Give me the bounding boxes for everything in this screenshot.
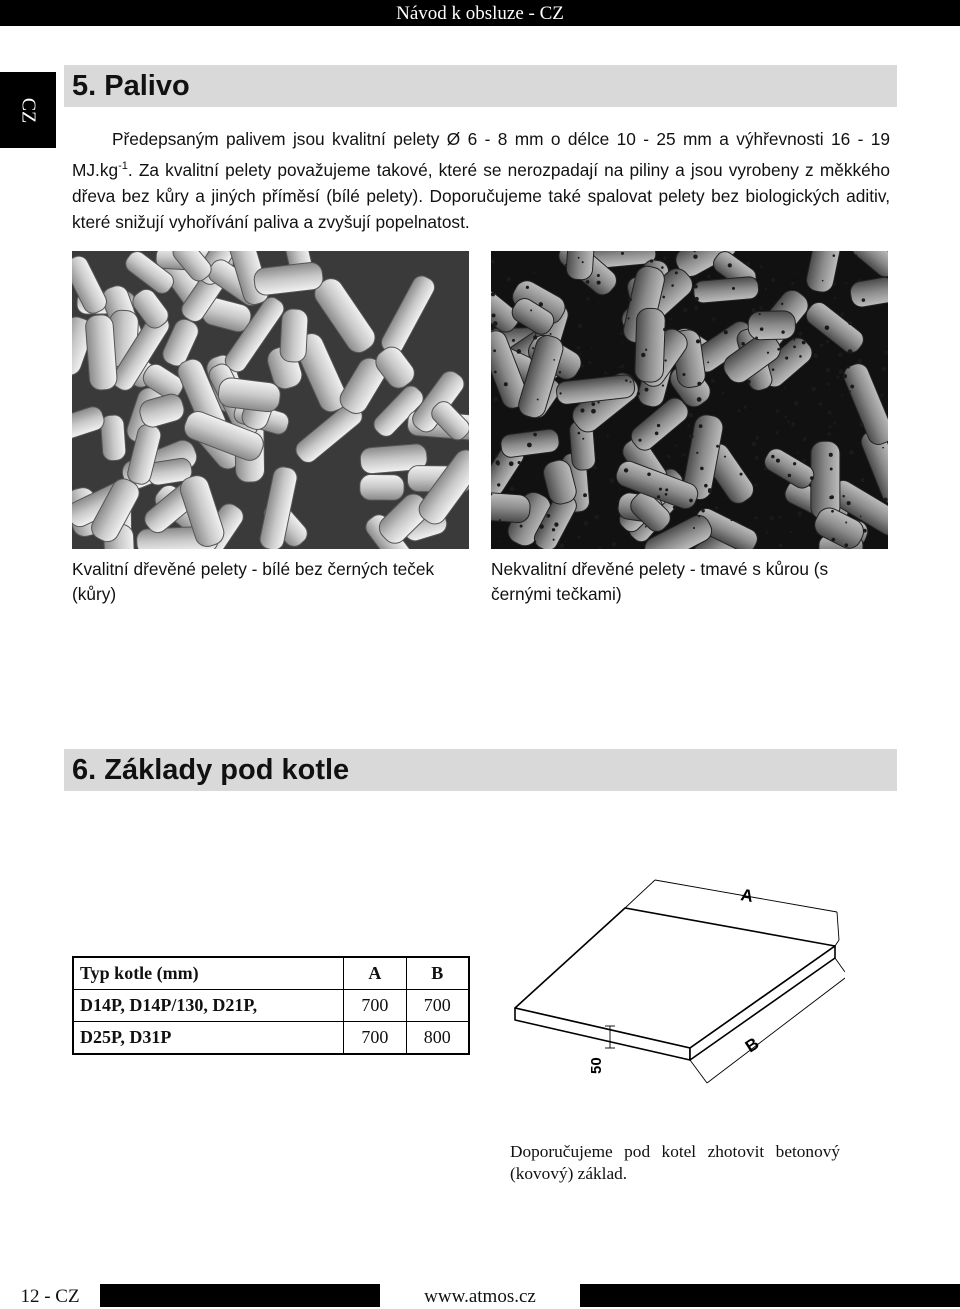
foundation-note: Doporučujeme pod kotel zhotovit betonový (kovový) základ. bbox=[510, 1142, 840, 1183]
header-title: Návod k obsluze - CZ bbox=[396, 3, 564, 24]
table-cell: D25P, D31P bbox=[73, 1022, 344, 1055]
table-cell: 700 bbox=[406, 990, 469, 1022]
table-cell: D14P, D14P/130, D21P, bbox=[73, 990, 344, 1022]
footer-url[interactable]: www.atmos.cz bbox=[380, 1284, 580, 1307]
fuel-paragraph bbox=[72, 126, 890, 236]
table-cell: 700 bbox=[344, 1022, 406, 1055]
bad-pellets-photo bbox=[491, 251, 888, 549]
page-header bbox=[0, 0, 960, 26]
language-tab-label: CZ bbox=[17, 97, 40, 123]
table-header-cell: Typ kotle (mm) bbox=[73, 957, 344, 990]
fuel-text-b: . Za kvalitní pelety považujeme takové, které se nerozpadají na piliny a jsou vyrobeny z měkkého dřeva bez kůry a jiných příměsí (bílé pelety). Doporučujeme také spalovat pelety bez biologických aditiv, které snižují vyhořívání paliva a zvyšují popelnatost. bbox=[72, 159, 890, 233]
dimension-b-label: B bbox=[741, 1033, 763, 1057]
fuel-text-sup: -1 bbox=[118, 159, 128, 172]
good-pellets-caption: Kvalitní dřevěné pelety - bílé bez černých teček (kůry) bbox=[72, 559, 435, 604]
foundation-diagram bbox=[505, 868, 845, 1088]
table-header-row bbox=[73, 957, 469, 990]
dimension-height-label: 50 bbox=[588, 1057, 605, 1074]
table-header-cell: B bbox=[406, 957, 469, 990]
table-cell: 800 bbox=[406, 1022, 469, 1055]
table-cell: 700 bbox=[344, 990, 406, 1022]
fuel-text-a: Předepsaným palivem jsou kvalitní pelety Ø 6 - 8 mm o délce 10 - 25 mm a výhřevnosti 16 - 19 MJ.kg bbox=[72, 129, 890, 180]
table-row bbox=[73, 1022, 469, 1055]
table-row bbox=[73, 990, 469, 1022]
page-number: 12 - CZ bbox=[0, 1284, 100, 1307]
dimension-a-label: A bbox=[739, 885, 755, 907]
boiler-size-table bbox=[72, 956, 470, 1055]
good-pellets-photo bbox=[72, 251, 469, 549]
language-tab bbox=[0, 72, 56, 148]
section-5-heading: 5. Palivo bbox=[64, 65, 897, 107]
section-6-heading: 6. Základy pod kotle bbox=[64, 749, 897, 791]
table-header-cell: A bbox=[344, 957, 406, 990]
bad-pellets-caption: Nekvalitní dřevěné pelety - tmavé s kůrou (s černými tečkami) bbox=[491, 559, 829, 604]
